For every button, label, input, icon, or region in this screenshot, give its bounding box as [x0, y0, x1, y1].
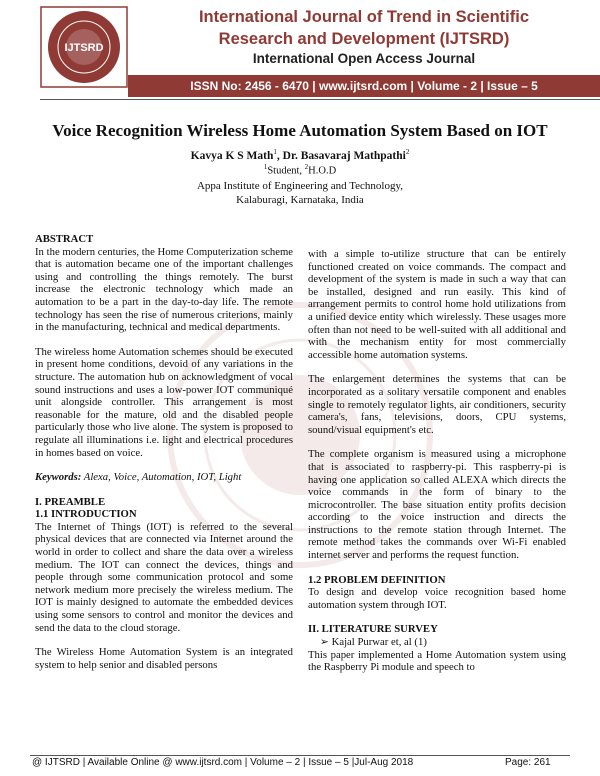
affiliation-line1: Appa Institute of Engineering and Technology,	[196, 180, 404, 192]
author-line	[0, 148, 600, 162]
role-1: Student,	[267, 165, 305, 177]
author-1: Kavya K S Math	[190, 149, 274, 162]
abstract-heading: ABSTRACT	[35, 233, 94, 245]
journal-title-line1: International Journal of Trend in Scientific	[198, 8, 530, 26]
author-roles	[0, 163, 600, 177]
section-1-1-heading: 1.1 INTRODUCTION	[35, 508, 137, 521]
right-paragraph-2: The enlargement determines the systems that can be incorporated as a solitary versatile component and enables single to remotely regulator lights, air conditioners, security camera's, fans, televisions, doors, CPU systems, sound/visual equipment's etc.	[308, 373, 566, 436]
right-paragraph-1: with a simple to-utilize structure that can be entirely functioned created on voice commands. The compact and development of the system is made in such a way that can be installed, designed and run easily. This kind of arrangement permits to control home hold utilizations from a unified device entity which wirelessly. These usages more often than not need to be well-suited with all additional and with the mechanism entity for most commercially accessible home automation systems.	[308, 248, 566, 361]
right-paragraph-3: The complete organism is measured using a microphone that is associated to raspberry-pi. This raspberry-pi is having one application so called ALEXA which directs the voice commands in the form of binary to the microcontroller. The base situation entity profits decision according to the voice instruction and directs the instructions to the remote station through Internet. The remote method takes the commands over Wi-Fi enabled internet server and performs the request function.	[308, 448, 566, 562]
footer-text: @ IJTSRD | Available Online @ www.ijtsrd.com | Volume – 2 | Issue – 5 |Jul-Aug 2018	[32, 757, 414, 768]
introduction-paragraph-1: The Internet of Things (IOT) is referred to the several physical devices that are connected via Internet around the world in order to collect and share the data over a wireless medium. The IOT can connect the devices, things and people through some communication protocol and some network medium more precisely the wireless medium. The IOT is mainly designed to automate the embedded devices using some sensors to control and monitor the devices and send the data to the cloud storage.	[35, 520, 293, 634]
keywords	[35, 471, 293, 484]
keywords-label: Keywords:	[35, 471, 82, 484]
literature-paragraph: This paper implemented a Home Automation system using the Raspberry Pi module and speech to	[308, 648, 566, 674]
journal-title-line2: Research and Development (IJTSRD)	[218, 30, 510, 48]
left-column	[35, 233, 293, 671]
journal-logo	[40, 6, 128, 88]
role-2: H.O.D	[308, 165, 337, 177]
role-2-sup: 2	[304, 163, 309, 171]
affiliation	[0, 179, 600, 207]
abstract-paragraph-1: In the modern centuries, the Home Computerization scheme that is automation became one of the important challenges using and controlling the things remotely. The burst increase the electronic technology which made an automation to be a part in the day-to-day life. The remote technology has seen the rise of numerous criterions, mainly in the manufacturing, technical and medical departments.	[35, 245, 293, 334]
author-1-sup: 1	[273, 148, 277, 156]
logo-text: IJTSRD	[64, 42, 104, 54]
keywords-list: Alexa, Voice, Automation, IOT, Light	[81, 471, 242, 484]
issn-bar: ISSN No: 2456 - 6470 | www.ijtsrd.com | Volume - 2 | Issue – 5	[128, 75, 600, 97]
paper-title: Voice Recognition Wireless Home Automation System Based on IOT	[52, 121, 548, 140]
role-1-sup: 1	[263, 163, 268, 171]
section-2-heading: II. LITERATURE SURVEY	[308, 623, 438, 636]
open-access-label: International Open Access Journal	[252, 51, 476, 66]
section-1-2-heading: 1.2 PROBLEM DEFINITION	[308, 573, 446, 586]
introduction-paragraph-2: The Wireless Home Automation System is an integrated system to help senior and disabled persons	[35, 646, 293, 671]
journal-title	[128, 6, 600, 50]
footer-divider	[30, 755, 570, 756]
section-1-heading: I. PREAMBLE	[35, 495, 106, 508]
author-2: , Dr. Basavaraj Mathpathi	[276, 149, 406, 162]
abstract-paragraph-2: The wireless home Automation schemes should be executed in present home conditions, devoid of any variations in the structure. The automation hub on acknowledgment of vocal sound instructions and uses a low-power IOT communiqué unit alongside controller. This arrangement is most reasonable for the mature, old and the disabled people particularly those who live alone. The system is proposed to regulate all illuminations i.e. light and electrical procedures in homes based on voice.	[35, 345, 293, 459]
problem-definition: To design and develop voice recognition based home automation system through IOT.	[308, 586, 566, 611]
right-column	[308, 248, 566, 674]
header-divider	[40, 99, 600, 100]
literature-bullet-1: ➢ Kajal Purwar et, al (1)	[320, 636, 427, 649]
author-2-sup: 2	[405, 148, 410, 156]
page-number: Page: 261	[505, 757, 551, 768]
affiliation-line2: Kalaburagi, Karnataka, India	[236, 194, 364, 206]
